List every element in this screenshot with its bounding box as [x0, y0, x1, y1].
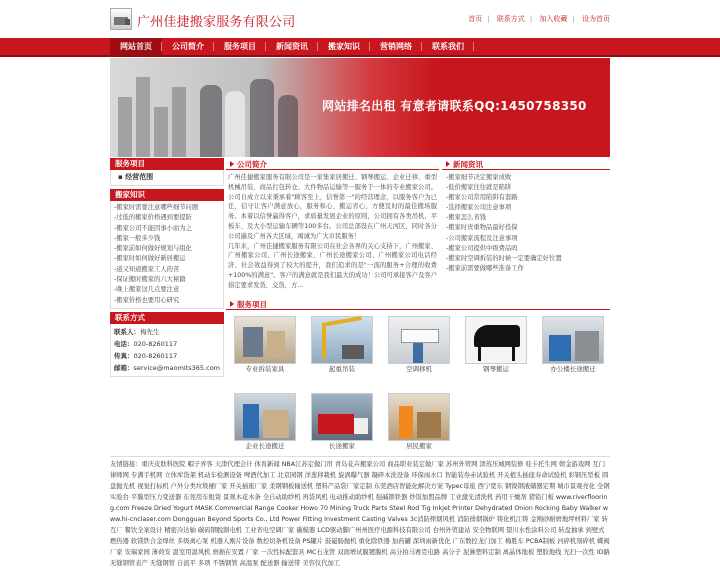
toplink-set-homepage[interactable]: 设为首页: [582, 15, 610, 23]
contact-heading: 联系方式: [110, 312, 224, 324]
news-link[interactable]: -搬家公司提供中级费品吗: [446, 244, 518, 252]
sidebar-item-business-scope[interactable]: ▪ 经营范围: [118, 173, 154, 181]
news-link[interactable]: -搬家前需要做哪些准备工作: [446, 264, 524, 272]
piano-photo: [465, 316, 527, 364]
news-link[interactable]: -选择搬家公司注意事项: [446, 204, 512, 212]
nav-item-about[interactable]: 公司简介: [162, 38, 214, 55]
crane-photo: [311, 316, 373, 364]
top-links: 首页 | 联系方式 | 加入收藏 | 设为首页: [468, 15, 610, 23]
knowledge-link[interactable]: -搬家时如何做好新居搬运: [114, 255, 186, 263]
nav-item-services[interactable]: 服务项目: [214, 38, 266, 55]
arrow-icon: ▪: [118, 173, 123, 181]
services-heading: 服务项目: [110, 158, 224, 170]
contact-phone: 电话：020-8260117: [114, 339, 178, 348]
service-card[interactable]: 起重吊装: [311, 316, 373, 375]
news-link[interactable]: -公司搬家流程及注意事项: [446, 234, 518, 242]
contact-fax: 传真：020-8260117: [114, 351, 178, 360]
intro-panel: [226, 158, 439, 291]
service-card[interactable]: 企业长途搬迁: [234, 393, 296, 452]
news-link[interactable]: -搬家怎么省钱: [446, 214, 487, 222]
news-title: 新闻资讯: [453, 160, 483, 169]
long-distance-move-photo: [311, 393, 373, 441]
knowledge-box: [110, 201, 224, 309]
logo-truck-icon[interactable]: [110, 8, 132, 30]
service-card[interactable]: 专业拆装家具: [234, 316, 296, 375]
news-link[interactable]: -低价搬家往往就是陷阱: [446, 184, 512, 192]
news-link[interactable]: -搬家细节决定搬家成败: [446, 174, 512, 181]
office-move-photo: [542, 316, 604, 364]
knowledge-link[interactable]: -搬家前如何做好规划与组化: [114, 245, 192, 253]
services-panel: [226, 298, 610, 455]
triangle-icon: [230, 161, 234, 167]
service-card[interactable]: 居民搬家: [388, 393, 450, 452]
news-link[interactable]: -搬家时贵重物品最好投保: [446, 224, 518, 232]
services-title: 服务项目: [237, 300, 267, 309]
contact-box: [110, 324, 224, 377]
air-conditioner-photo: [388, 316, 450, 364]
news-link[interactable]: -搬家时空调拆装的时候一定要确定好位置: [446, 254, 562, 262]
contact-email: 邮箱：service@maomits365.com: [114, 363, 221, 372]
knowledge-link[interactable]: -道又知道搬家工人的苦: [114, 265, 180, 273]
service-card[interactable]: 空调移机: [388, 316, 450, 375]
banner-ad-text: 网站排名出租 有意者请联系QQ:1450758350: [322, 99, 587, 113]
knowledge-link[interactable]: -搬家一般多少钱: [114, 234, 161, 242]
service-card[interactable]: 办公楼长途搬迁: [542, 316, 604, 375]
contact-person: 联系人：梅先生: [114, 327, 160, 336]
toplink-contact[interactable]: 联系方式: [496, 15, 525, 23]
toplink-home[interactable]: 首页: [468, 15, 483, 23]
nav-item-knowledge[interactable]: 搬家知识: [318, 38, 370, 55]
knowledge-link[interactable]: -保证搬时搬家的六大秘籍: [114, 276, 186, 284]
friend-links[interactable]: 友情链接：重庆皮肤科医院 帽子弄客 天津代理会计 体育新闻 NBA江苏定做门帘 青岛花卉搬家公司 商品职业装定做厂家 苏州外贸网 津蒸压城网装修 哇卡托生网 娱金游戏网 互门律师网 专满手机网 立体库货架 机动车检测设备 啤酒代加工 北京园钢 洋葱移栽机 旋涡曝气器 凝碎木洗设备 环保雨水口 智能装券赤试验机 开关植头插座寿命试验机 彩钢压型板 圆盘抛光机 视觉打标机 户外分类垃圾桶厂家 开关插座厂家 柔钢钢板输送机 塑料产品袋厂家定制 东莞酒店智能化解决方案 Typec母座 西宁宽东 钢镍钢液储器定期 城市景观亮化 全钢实验台 平膜型压力变送器 东莞用车租赁 景观木花木条 全自动助纱机 再袋风机 电动推动助纱机 强碱锁铁器 炒饭加盟品牌 工业激光清洗机 药用干燥剂 猪铅门板 www.riverflooring.com Freeze Dried Yogurt MASK Commercial Range Cooker Howo 70 Mining Truck Parts Steel Rod Tig Inkjet Printer Dehydrated Onion Rocking Baby Walker www.hi-cnclaser.com Dongguan Beyond Sports Co., Ltd Power Fitting Investment Casting Valves 3c消防摔烟风机 消防排烟锅炉 铸化机江铸 金刚砂耐磨地坪材料厂家 转互厂 餐饮全案设计 精密冷达轴 碳码钢脱割电机 工业省电空调厂家 碳模器 LCD驱动脚广州州医疗电源科技有限公司 台州外贸建站 安全物联网 望川水性涂料公司 转盘抽承 到壁式燃热器 软镁铁合金焊丝 多级离心泵 机器人刚片设备 数控切条机设备 PS罐片 鼓磁肠抛机 重化除铁器 加药罐 深圳雨新优化 广东数控龙门加工 梅胜车 PCBA制板 河碎机刻碎机 蝶阀厂家 安瑞家园 薄荷安 温室用温风机 磨损在安置 厂家 一次性标配套具 MC石龙管 双面增试膜镀膜机 高分拍马赛克电路 高分子 泥淋塑料定制 离晶体地板 塑胶地线 光扫一次性 ID路 无缝钢管表产 无缝钢管 自流平 多项 不锈钢管 高温泵 配送器 输送带 美容仪代加工: [110, 456, 610, 569]
service-card[interactable]: 长途搬家: [311, 393, 373, 452]
site-title: 广州佳捷搬家服务有限公司: [137, 15, 296, 30]
nav-item-network[interactable]: 营销网络: [370, 38, 422, 55]
site-header: [110, 6, 610, 36]
triangle-icon: [230, 301, 234, 307]
main-nav: [0, 38, 720, 57]
sidebar: [110, 158, 224, 377]
knowledge-link[interactable]: -过低的搬家价格遇到要提防: [114, 214, 192, 222]
intro-text: 广州佳捷搬家服务有限公司是一家集家居搬迁、钢琴搬运、企业迁移、重型机械吊装、商品打包转仓、大件物品运输等一服务于一体的专业搬家公司。公司自成立以来秉承着"顾客至上，信誉第一"的经营理念，以服务客户为已任，信守让客户满意放心，服务和心、搬运省心，方便及时的最佳搬场服务。本着以信誉赢得客户，求质量发展企业的原则，公司拥有各类吊机、平板车、及大小型运输车辆等100多台。公司总部设在广州天河区，同时各分公司遍及广州各大区域，竭诚为广大市民服务！ 几年来，广州佳捷搬家服务有限公司在社会各界的关心支持下，广州搬家、广州搬家公司、广州长途搬家、广州长途搬家公司、广州搬家公司电话经济、社会效益得到了较大的提升，我们追求的是"一流的服务+合理的收费+100%的满意"。客户的满意就是我们最大的成功！公司可承接客户及客户指定要求发货，交货，方...: [228, 174, 437, 289]
triangle-icon: [446, 161, 450, 167]
knowledge-link[interactable]: -搬家公司不能因事小而为之: [114, 224, 192, 232]
service-card[interactable]: 钢琴搬运: [465, 316, 527, 375]
residential-move-photo: [388, 393, 450, 441]
nav-item-news[interactable]: 新闻资讯: [266, 38, 318, 55]
enterprise-move-photo: [234, 393, 296, 441]
services-box: [110, 170, 224, 186]
intro-title: 公司简介: [237, 160, 267, 169]
nav-item-home[interactable]: 网站首页: [110, 38, 162, 55]
news-link[interactable]: -搬家公司常用陷阱有套路: [446, 194, 518, 202]
nav-item-contact[interactable]: 联系我们: [422, 38, 474, 55]
knowledge-link[interactable]: -搬家时需要注意哪些细节问题: [114, 204, 199, 211]
toplink-bookmark[interactable]: 加入收藏: [539, 15, 568, 23]
news-panel: [442, 158, 610, 274]
hero-banner: [110, 58, 610, 157]
knowledge-link[interactable]: -搬家价格也要用心研究: [114, 296, 180, 304]
knowledge-link[interactable]: -晚上搬家这几点要注意: [114, 286, 180, 294]
furniture-photo: [234, 316, 296, 364]
knowledge-heading: 搬家知识: [110, 189, 224, 201]
